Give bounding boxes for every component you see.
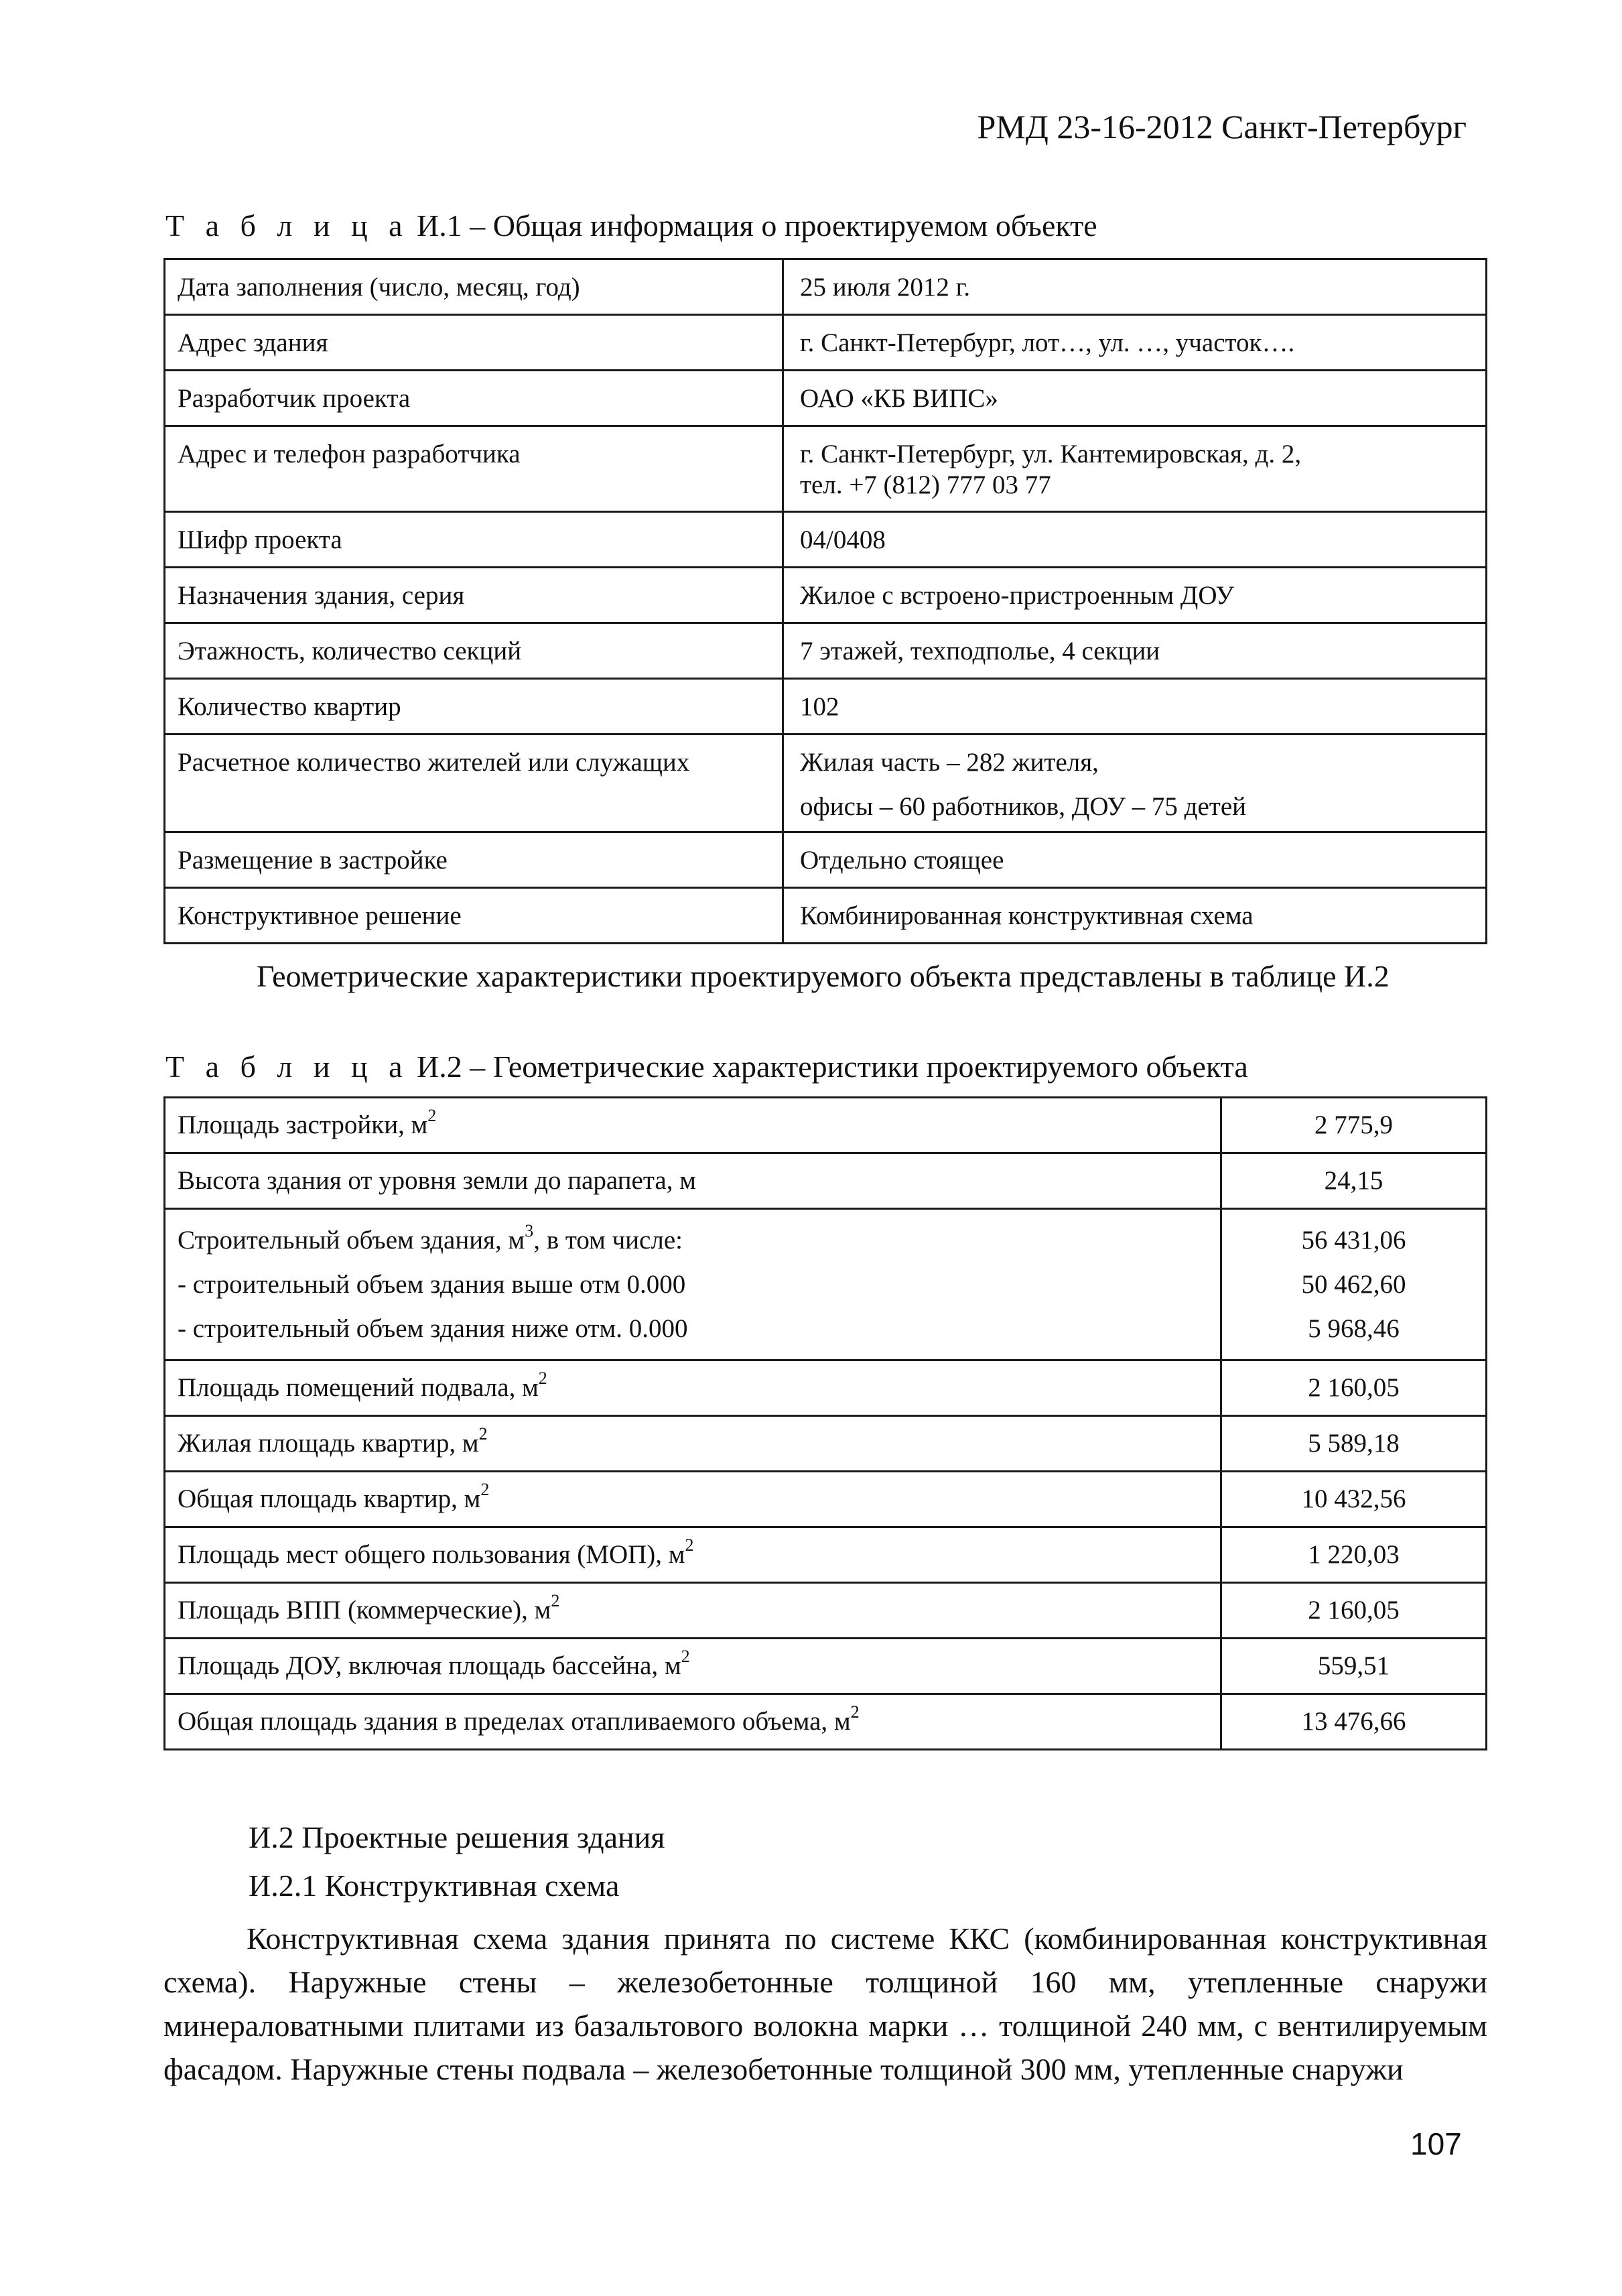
table-row [165, 735, 1487, 832]
table-row [165, 1527, 1487, 1583]
row-value-line: тел. +7 (812) 777 03 77 [800, 470, 1051, 499]
row-label: Этажность, количество секций [165, 623, 783, 679]
table-row [165, 679, 1487, 735]
table-row [165, 259, 1487, 315]
row-value: г. Санкт-Петербург, лот…, ул. …, участок…. [783, 315, 1487, 371]
table-row [165, 512, 1487, 568]
table-row [165, 1639, 1487, 1694]
row-value: ОАО «КБ ВИПС» [783, 371, 1487, 426]
row-label: Высота здания от уровня земли до парапета, м [165, 1153, 1221, 1209]
section-subheading: И.2.1 Конструктивная схема [249, 1868, 620, 1903]
section-heading: И.2 Проектные решения здания [249, 1820, 665, 1854]
row-value: 25 июля 2012 г. [783, 259, 1487, 315]
table1-caption-text: И.1 – Общая информация о проектируемом объекте [417, 208, 1097, 243]
row-label: Размещение в застройке [165, 832, 783, 888]
row-label: Общая площадь квартир, $м^2$ [165, 1472, 1221, 1527]
table-row [165, 1416, 1487, 1472]
row-value [783, 735, 1487, 832]
volume-below-label: - строительный объем здания ниже отм. 0.000 [178, 1314, 688, 1343]
row-value: Отдельно стоящее [783, 832, 1487, 888]
row-label: Конструктивное решение [165, 888, 783, 944]
row-value: Комбинированная конструктивная схема [783, 888, 1487, 944]
row-value: 5 589,18 [1221, 1416, 1487, 1472]
row-value: 102 [783, 679, 1487, 735]
volume-below-value: 5 968,46 [1308, 1314, 1400, 1343]
table-row [165, 888, 1487, 944]
table-row [165, 832, 1487, 888]
row-label: Количество квартир [165, 679, 783, 735]
row-label [165, 1209, 1221, 1360]
row-label: Площадь помещений подвала, $м^2$ [165, 1360, 1221, 1416]
row-label: Назначения здания, серия [165, 568, 783, 623]
row-value: 7 этажей, техподполье, 4 секции [783, 623, 1487, 679]
table-row [165, 1153, 1487, 1209]
table-row [165, 1472, 1487, 1527]
table-row [165, 623, 1487, 679]
row-value: 24,15 [1221, 1153, 1487, 1209]
volume-above-label: - строительный объем здания выше отм 0.000 [178, 1269, 686, 1299]
row-label: Адрес и телефон разработчика [165, 426, 783, 512]
table-row [165, 1209, 1487, 1360]
document-header: РМД 23-16-2012 Санкт-Петербург [977, 108, 1467, 145]
row-label: Адрес здания [165, 315, 783, 371]
table2-caption [165, 1049, 1248, 1084]
table1-caption-prefix: Т а б л и ц а [165, 208, 409, 243]
row-value: 13 476,66 [1221, 1694, 1487, 1750]
row-value: 2 160,05 [1221, 1360, 1487, 1416]
row-value-line: офисы – 60 работников, ДОУ – 75 детей [800, 792, 1247, 821]
table2-caption-prefix: Т а б л и ц а [165, 1049, 409, 1084]
table-row [165, 371, 1487, 426]
row-value: 1 220,03 [1221, 1527, 1487, 1583]
row-label: Площадь ВПП (коммерческие), $м^2$ [165, 1583, 1221, 1639]
row-value [1221, 1209, 1487, 1360]
table-row [165, 1098, 1487, 1153]
row-value: 10 432,56 [1221, 1472, 1487, 1527]
table-row [165, 315, 1487, 371]
geometry-table [163, 1096, 1487, 1750]
row-label: Разработчик проекта [165, 371, 783, 426]
table-row [165, 1694, 1487, 1750]
general-info-table [163, 258, 1487, 944]
row-value: 2 160,05 [1221, 1583, 1487, 1639]
volume-value: 56 431,06 [1301, 1225, 1406, 1255]
row-label: Дата заполнения (число, месяц, год) [165, 259, 783, 315]
row-label: Площадь застройки, $м^2$ [165, 1098, 1221, 1153]
row-value: 2 775,9 [1221, 1098, 1487, 1153]
row-label: Площадь ДОУ, включая площадь бассейна, $м^2$ [165, 1639, 1221, 1694]
intro-sentence: Геометрические характеристики проектируемого объекта представлены в таблице И.2 [257, 959, 1390, 993]
table2-caption-text: И.2 – Геометрические характеристики проектируемого объекта [417, 1049, 1248, 1084]
row-label: Жилая площадь квартир, $м^2$ [165, 1416, 1221, 1472]
row-value: Жилое с встроено-пристроенным ДОУ [783, 568, 1487, 623]
row-label: Общая площадь здания в пределах отапливаемого объема, $м^2$ [165, 1694, 1221, 1750]
row-label: Площадь мест общего пользования (МОП), $м^2$ [165, 1527, 1221, 1583]
table-row [165, 1360, 1487, 1416]
table-row [165, 568, 1487, 623]
row-value [783, 426, 1487, 512]
row-label: Шифр проекта [165, 512, 783, 568]
page-number: 107 [1410, 2126, 1462, 2161]
volume-above-value: 50 462,60 [1301, 1269, 1406, 1299]
row-value-line: Жилая часть – 282 жителя, [800, 748, 1099, 777]
row-value: 559,51 [1221, 1639, 1487, 1694]
table-row [165, 426, 1487, 512]
section-paragraph: Конструктивная схема здания принята по системе ККС (комбинированная конструктивная схема). Наружные стены – железобетонные толщиной 160 мм, утепленные снаружи минераловатными плитами из базальтового волокна марки … толщиной 240 мм, с вентилируемым фасадом. Наружные стены подвала – железобетонные толщиной 300 мм, утепленные снаружи [163, 1921, 1487, 2086]
row-label: Расчетное количество жителей или служащих [165, 735, 783, 832]
row-value: 04/0408 [783, 512, 1487, 568]
row-value-line: г. Санкт-Петербург, ул. Кантемировская, д. 2, [800, 440, 1302, 468]
table1-caption [165, 208, 1097, 243]
table-row [165, 1583, 1487, 1639]
volume-label: Строительный объем здания, $м^3$, в том числе: [178, 1220, 683, 1255]
